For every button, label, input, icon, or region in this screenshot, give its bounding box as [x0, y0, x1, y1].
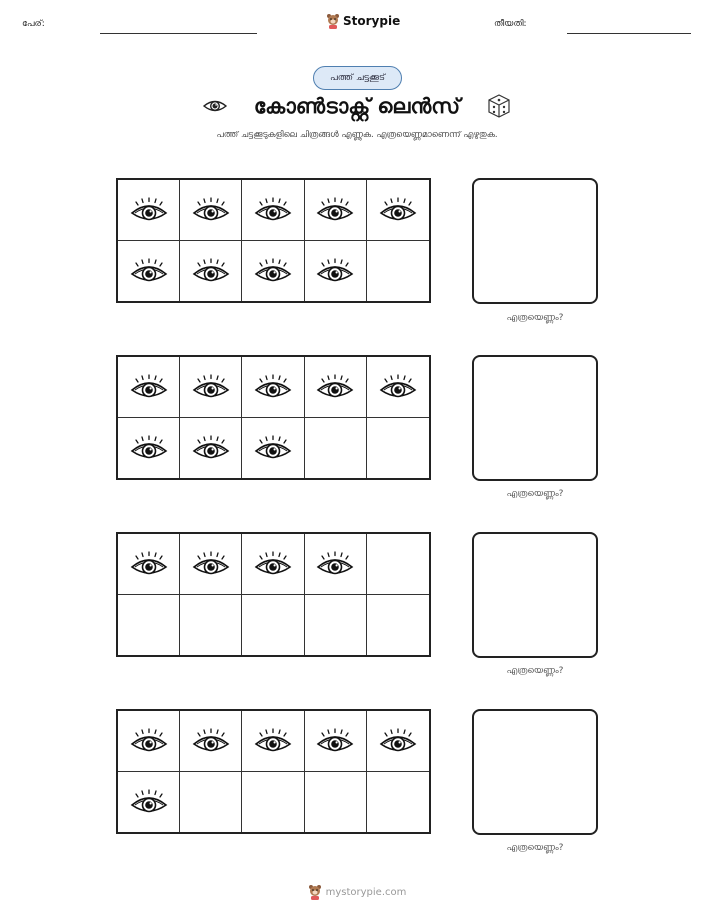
frame-cell	[242, 241, 304, 302]
frame-cell	[118, 772, 180, 833]
frame-cell	[180, 534, 242, 595]
answer-box-1[interactable]	[472, 178, 598, 304]
frame-cell	[118, 180, 180, 241]
date-label: തീയതി:	[494, 19, 527, 29]
eye-icon	[316, 256, 354, 286]
frame-cell	[305, 418, 367, 479]
frame-cell	[180, 595, 242, 656]
how-many-label-1: എത്രയെണ്ണം?	[506, 313, 564, 323]
eye-icon	[192, 195, 230, 225]
topic-badge: പത്ത് ചട്ടക്കൂട്	[313, 66, 402, 90]
footer	[0, 884, 714, 900]
eye-icon	[130, 372, 168, 402]
frame-cell	[242, 772, 304, 833]
frame-cell	[305, 180, 367, 241]
bear-mascot-icon	[308, 884, 322, 900]
eye-icon	[254, 549, 292, 579]
eye-icon	[379, 726, 417, 756]
eye-icon	[316, 372, 354, 402]
eye-icon	[254, 726, 292, 756]
instructions: പത്ത് ചട്ടക്കൂടുകളിലെ ചിത്രങ്ങൾ എണ്ണുക. എത്രയെണ്ണമാണെന്ന് എഴുതുക.	[216, 130, 498, 140]
eye-icon	[130, 787, 168, 817]
frame-cell	[367, 357, 429, 418]
eye-icon	[379, 372, 417, 402]
frame-cell	[305, 595, 367, 656]
frame-cell	[367, 418, 429, 479]
frame-cell	[242, 711, 304, 772]
eye-icon	[192, 549, 230, 579]
eye-icon	[254, 433, 292, 463]
frame-cell	[180, 180, 242, 241]
counting-cube-icon	[486, 93, 512, 119]
frame-cell	[180, 241, 242, 302]
frame-cell	[367, 241, 429, 302]
how-many-label-4: എത്രയെണ്ണം?	[506, 843, 564, 853]
frame-cell	[242, 418, 304, 479]
how-many-label-3: എത്രയെണ്ണം?	[506, 666, 564, 676]
brand-name: Storypie	[343, 14, 401, 28]
eye-icon	[316, 726, 354, 756]
answer-box-4[interactable]	[472, 709, 598, 835]
eye-icon	[192, 433, 230, 463]
frame-cell	[118, 534, 180, 595]
eye-icon	[192, 372, 230, 402]
answer-box-3[interactable]	[472, 532, 598, 658]
frame-cell	[242, 595, 304, 656]
answer-box-2[interactable]	[472, 355, 598, 481]
frame-cell	[118, 357, 180, 418]
how-many-label-2: എത്രയെണ്ണം?	[506, 489, 564, 499]
frame-cell	[180, 418, 242, 479]
eye-icon	[254, 372, 292, 402]
frame-cell	[305, 241, 367, 302]
frame-cell	[367, 534, 429, 595]
eye-icon	[254, 195, 292, 225]
frame-cell	[118, 241, 180, 302]
eye-icon	[254, 256, 292, 286]
frame-cell	[242, 357, 304, 418]
frame-cell	[367, 595, 429, 656]
ten-frame-3	[116, 532, 431, 657]
frame-cell	[242, 534, 304, 595]
footer-url: mystorypie.com	[325, 886, 407, 898]
eye-icon	[316, 195, 354, 225]
frame-cell	[305, 357, 367, 418]
eye-icon	[192, 726, 230, 756]
eye-icon	[130, 256, 168, 286]
eye-icon	[130, 195, 168, 225]
eye-icon	[130, 549, 168, 579]
eye-icon	[202, 97, 228, 115]
frame-cell	[367, 180, 429, 241]
frame-cell	[305, 534, 367, 595]
page-title: കോൺടാക്റ്റ് ലെൻസ്	[253, 93, 461, 118]
frame-cell	[367, 772, 429, 833]
eye-icon	[379, 195, 417, 225]
frame-cell	[367, 711, 429, 772]
ten-frame-4	[116, 709, 431, 834]
name-label: പേര്:	[22, 19, 45, 29]
eye-icon	[192, 256, 230, 286]
ten-frame-1	[116, 178, 431, 303]
eye-icon	[130, 726, 168, 756]
frame-cell	[305, 711, 367, 772]
name-field[interactable]	[100, 33, 257, 34]
frame-cell	[242, 180, 304, 241]
ten-frame-2	[116, 355, 431, 480]
frame-cell	[305, 772, 367, 833]
frame-cell	[118, 711, 180, 772]
frame-cell	[180, 711, 242, 772]
date-field[interactable]	[567, 33, 691, 34]
frame-cell	[180, 357, 242, 418]
frame-cell	[118, 418, 180, 479]
frame-cell	[118, 595, 180, 656]
brand-logo	[326, 13, 400, 29]
bear-mascot-icon	[326, 13, 340, 29]
frame-cell	[180, 772, 242, 833]
eye-icon	[130, 433, 168, 463]
title-row	[0, 93, 714, 119]
eye-icon	[316, 549, 354, 579]
